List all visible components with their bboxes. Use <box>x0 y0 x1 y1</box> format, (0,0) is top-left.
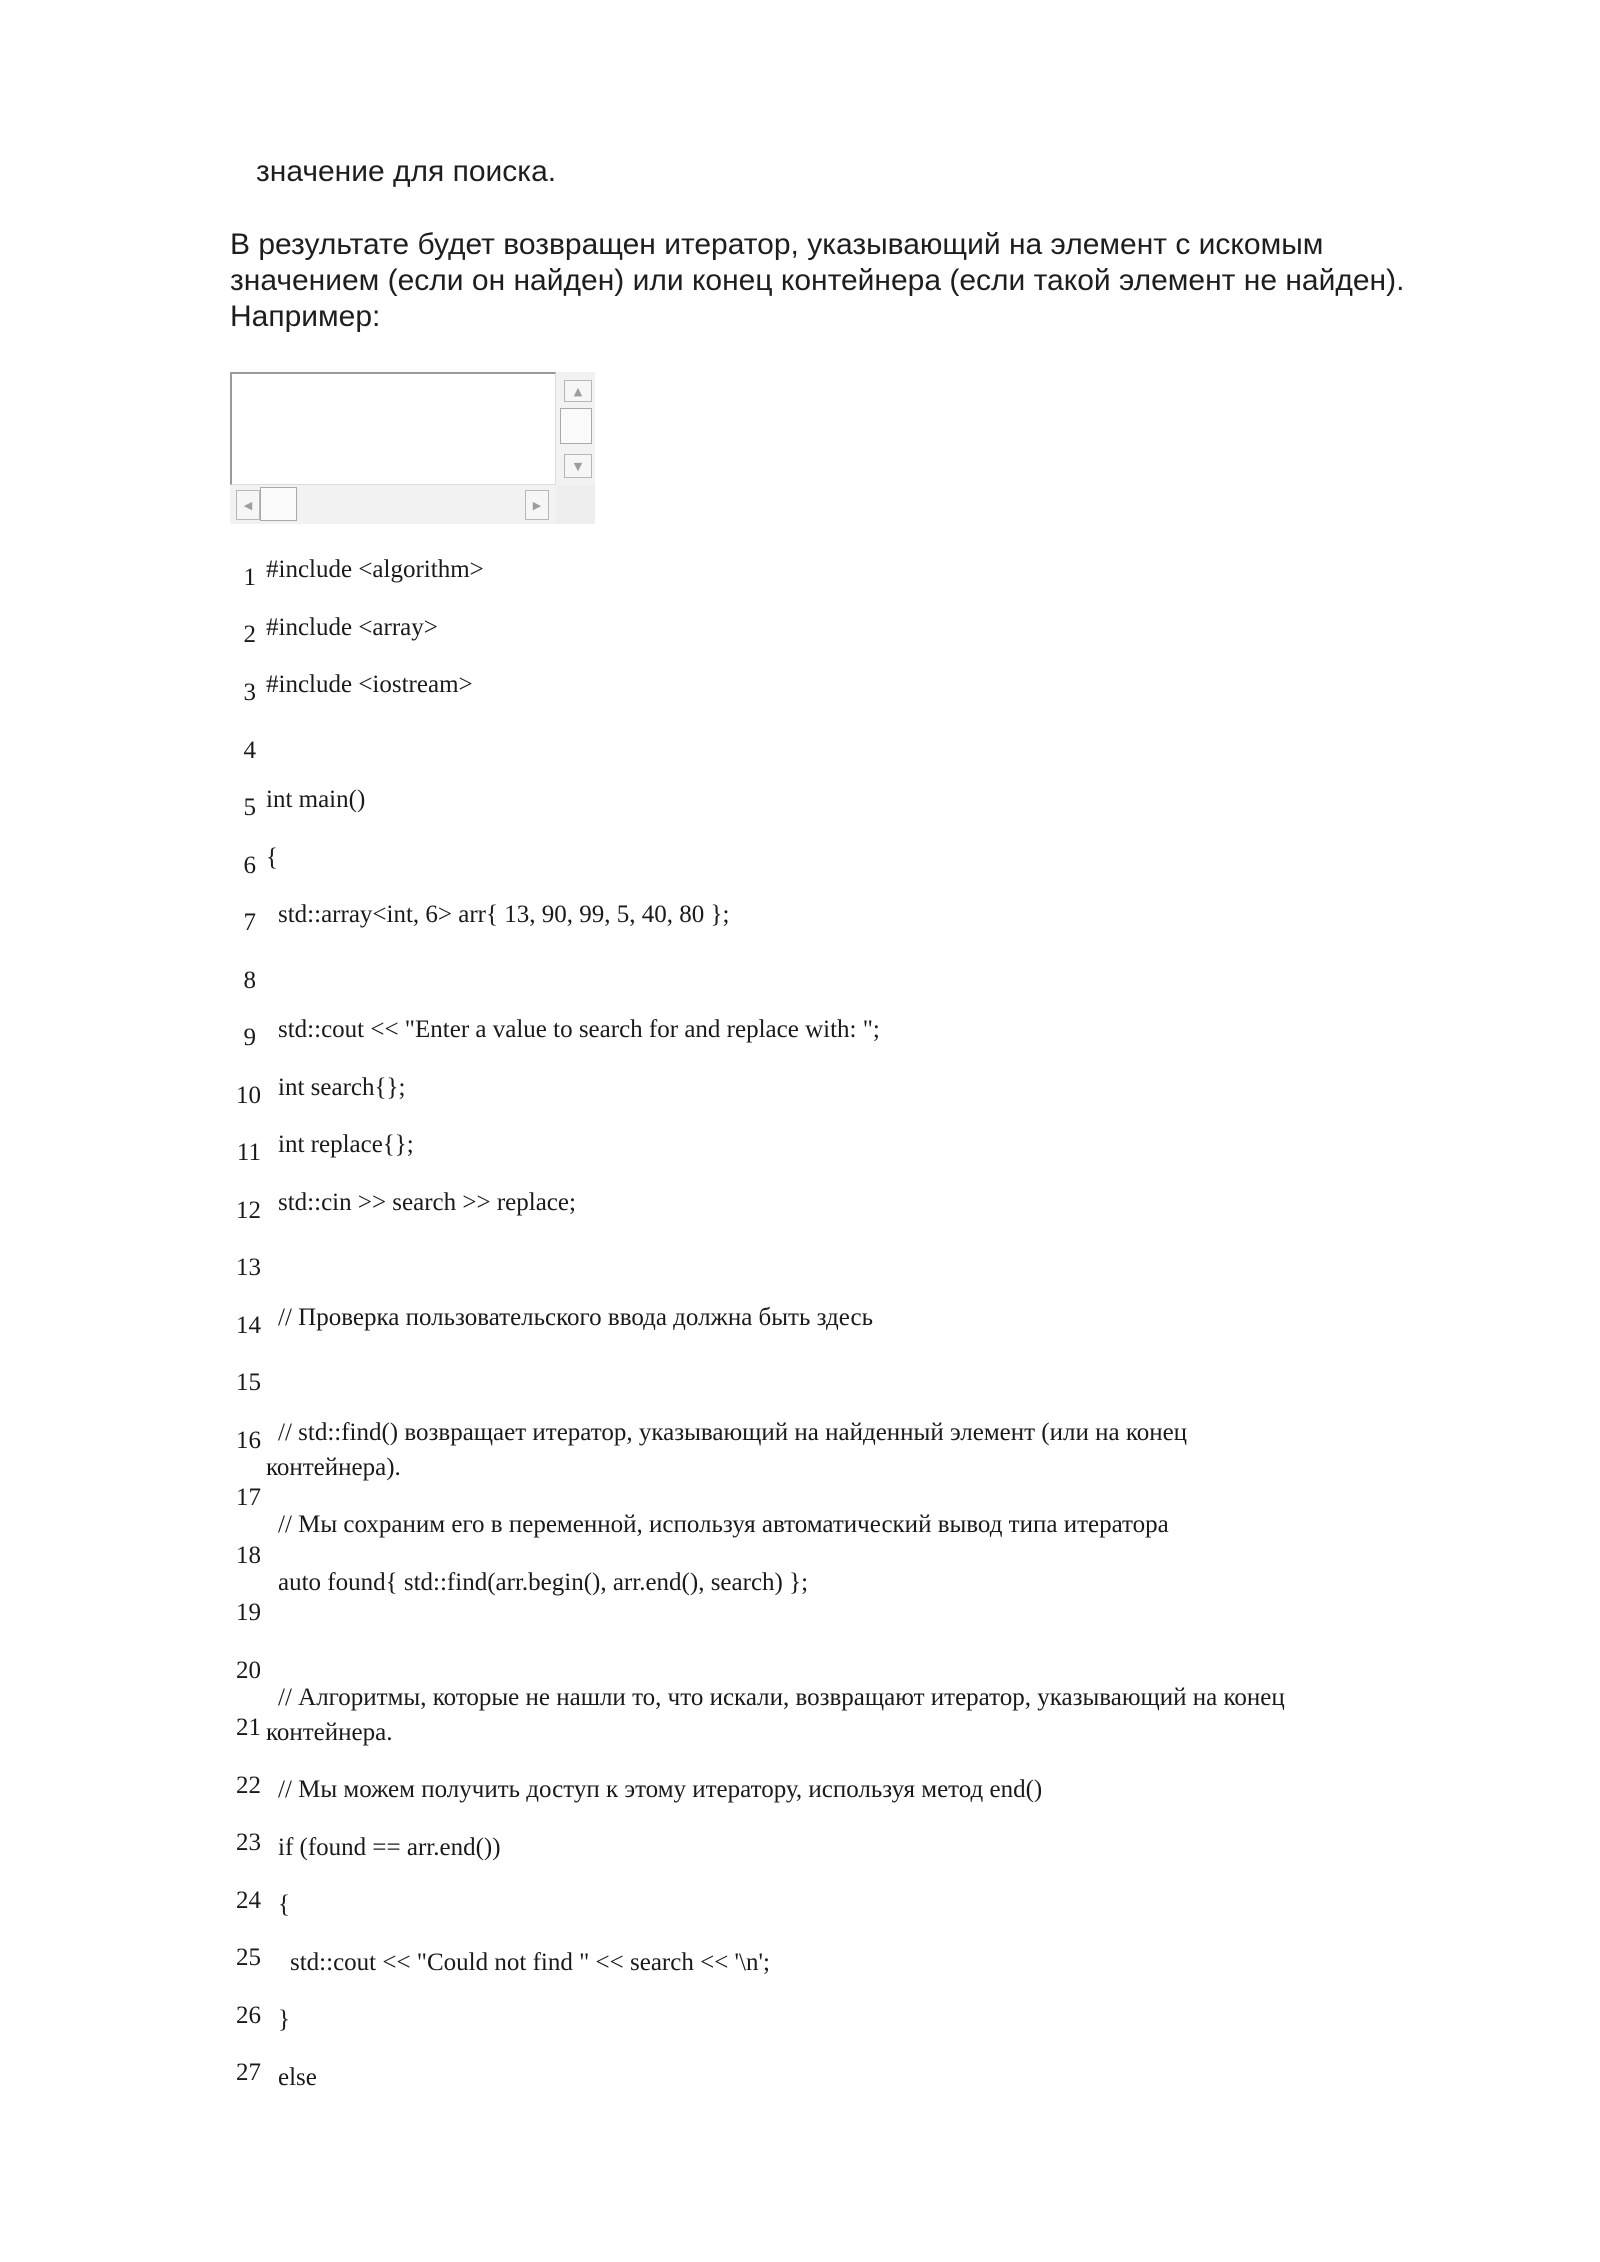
line-number: 9 <box>243 1024 256 1051</box>
code-line: } <box>278 2006 290 2033</box>
line-number: 18 <box>236 1542 261 1569</box>
code-line: #include <algorithm> <box>266 556 484 583</box>
line-number: 14 <box>236 1312 261 1339</box>
line-number: 20 <box>236 1657 261 1684</box>
vertical-scrollbar[interactable] <box>556 372 595 485</box>
code-line: int replace{}; <box>278 1131 414 1158</box>
line-number: 21 <box>236 1714 261 1741</box>
line-number: 11 <box>236 1139 261 1166</box>
code-line: контейнера. <box>266 1719 393 1746</box>
code-line: std::cout << "Enter a value to search for and replace with: "; <box>278 1016 880 1043</box>
code-line: int search{}; <box>278 1074 406 1101</box>
code-line: std::array<int, 6> arr{ 13, 90, 99, 5, 40, 80 }; <box>278 901 730 928</box>
code-line: // std::find() возвращает итератор, указывающий на найденный элемент (или на конец <box>278 1419 1188 1446</box>
line-number: 12 <box>236 1197 261 1224</box>
code-line: контейнера). <box>266 1454 401 1481</box>
line-number: 7 <box>243 909 256 936</box>
code-line: // Мы сохраним его в переменной, используя автоматический вывод типа итератора <box>278 1511 1169 1538</box>
horizontal-scroll-thumb[interactable] <box>260 487 297 521</box>
scroll-up-icon[interactable]: ▲ <box>564 380 592 402</box>
code-line: std::cin >> search >> replace; <box>278 1189 576 1216</box>
line-number: 24 <box>236 1887 261 1914</box>
code-line: // Мы можем получить доступ к этому итератору, используя метод end() <box>278 1776 1043 1803</box>
code-box-content[interactable] <box>230 372 556 485</box>
line-number: 23 <box>236 1829 261 1856</box>
code-line: std::cout << "Could not find " << search << '\n'; <box>290 1949 770 1976</box>
scroll-down-icon[interactable]: ▼ <box>564 454 592 478</box>
code-line: int main() <box>266 786 366 813</box>
code-line: #include <iostream> <box>266 671 473 698</box>
line-number: 13 <box>236 1254 261 1281</box>
line-number: 5 <box>243 794 256 821</box>
embedded-code-box[interactable] <box>230 372 595 524</box>
line-number: 8 <box>243 967 256 994</box>
vertical-scroll-thumb[interactable] <box>560 408 592 444</box>
code-line: if (found == arr.end()) <box>278 1834 501 1861</box>
intro-line: значение для поиска. <box>256 155 557 188</box>
line-number: 26 <box>236 2002 261 2029</box>
code-line: else <box>278 2064 317 2091</box>
code-line: // Алгоритмы, которые не нашли то, что искали, возвращают итератор, указывающий на конец <box>278 1684 1285 1711</box>
line-number: 19 <box>236 1599 261 1626</box>
scroll-right-icon[interactable]: ▶ <box>525 490 549 520</box>
line-number: 25 <box>236 1944 261 1971</box>
code-line: { <box>266 844 278 871</box>
code-line: auto found{ std::find(arr.begin(), arr.end(), search) }; <box>278 1569 809 1596</box>
line-number: 16 <box>236 1427 261 1454</box>
horizontal-scrollbar[interactable] <box>230 485 556 524</box>
code-line: { <box>278 1891 290 1918</box>
line-number: 27 <box>236 2059 261 2086</box>
code-line: // Проверка пользовательского ввода должна быть здесь <box>278 1304 873 1331</box>
line-number: 3 <box>243 679 256 706</box>
line-number: 22 <box>236 1772 261 1799</box>
intro-paragraph: В результате будет возвращен итератор, указывающий на элемент с искомым значением (если он найден) или конец контейнера (если такой элемент не найден). Например: <box>230 228 1405 333</box>
line-number: 15 <box>236 1369 261 1396</box>
line-number: 1 <box>243 564 256 591</box>
line-number: 4 <box>243 737 256 764</box>
line-number: 6 <box>243 852 256 879</box>
scroll-left-icon[interactable]: ◀ <box>236 490 260 520</box>
line-number: 2 <box>243 621 256 648</box>
line-number: 17 <box>236 1484 261 1511</box>
line-number: 10 <box>236 1082 261 1109</box>
code-line: #include <array> <box>266 614 438 641</box>
